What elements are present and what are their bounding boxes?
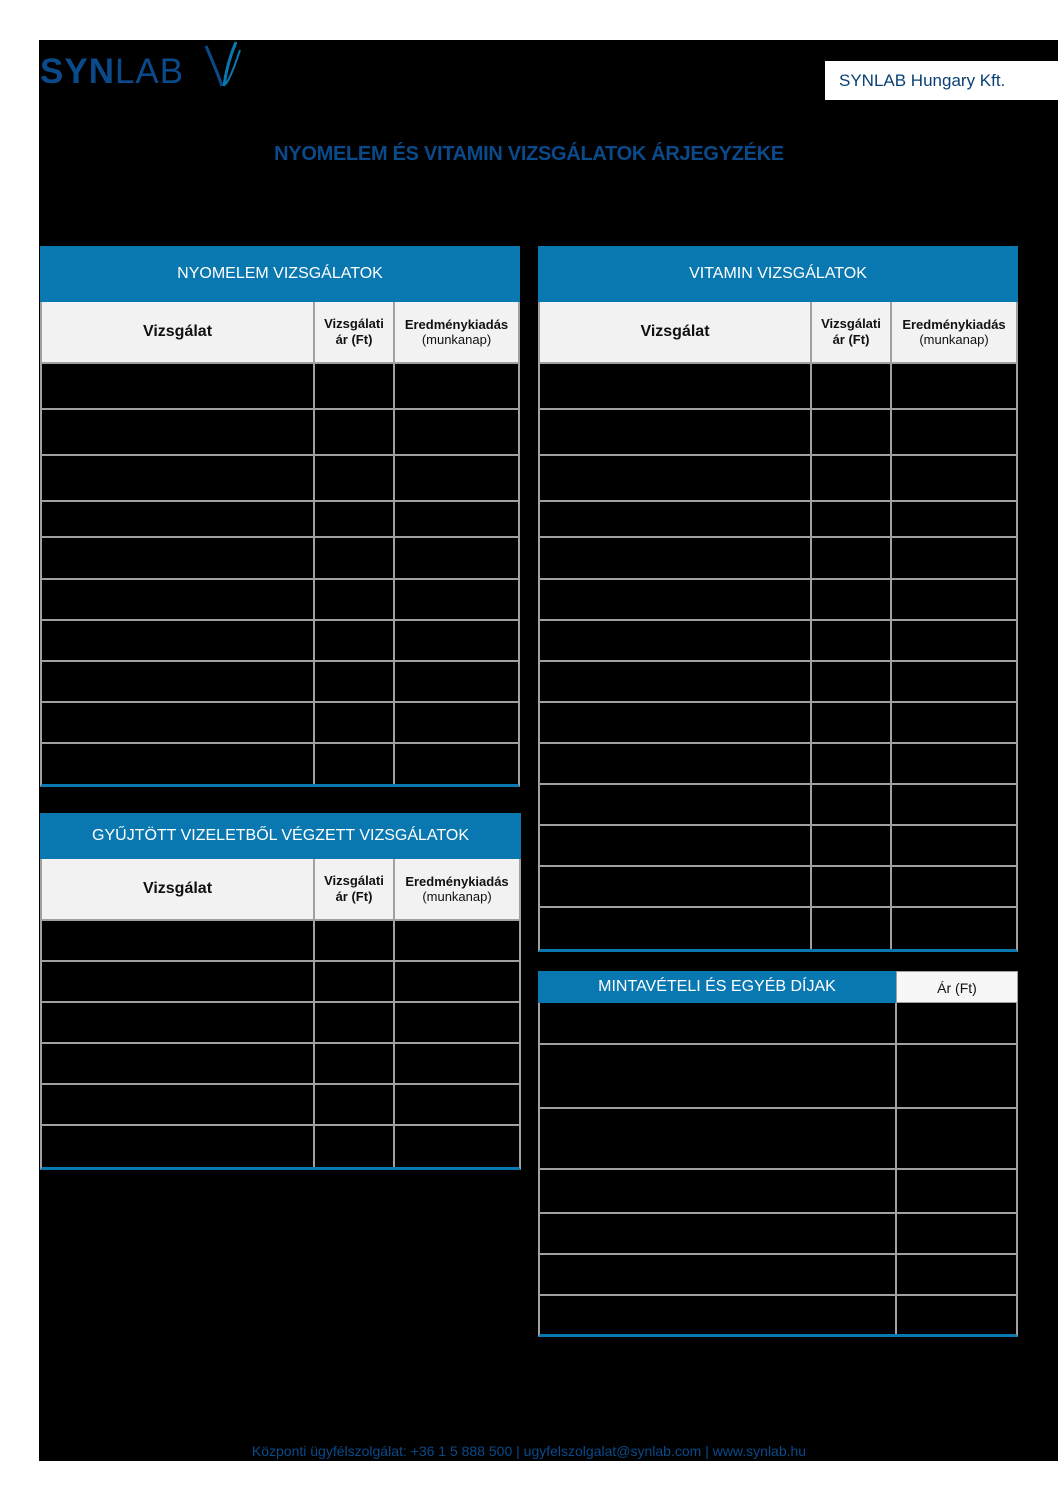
col-test: Vizsgálat <box>540 302 812 362</box>
urine-table-header <box>42 859 519 921</box>
table-row <box>540 744 1016 785</box>
company-name-box: SYNLAB Hungary Kft. <box>825 61 1058 100</box>
page-title: NYOMELEM ÉS VITAMIN VIZSGÁLATOK ÁRJEGYZÉKE <box>274 143 784 165</box>
table-row <box>42 1003 519 1044</box>
table-row <box>540 1214 1016 1255</box>
table-row <box>42 703 518 744</box>
table-row <box>42 1085 519 1126</box>
vitamin-table-header <box>540 302 1016 364</box>
table-row <box>540 580 1016 621</box>
vitamin-table <box>538 246 1018 952</box>
table-row <box>42 621 518 662</box>
table-row <box>42 502 518 538</box>
table-row <box>540 826 1016 867</box>
table-row <box>540 410 1016 456</box>
col-test: Vizsgálat <box>42 859 315 919</box>
table-row <box>42 456 518 502</box>
trace-table-title: NYOMELEM VIZSGÁLATOK <box>40 246 520 302</box>
table-row <box>540 703 1016 744</box>
table-row <box>540 621 1016 662</box>
table-row <box>540 1003 1016 1045</box>
table-row <box>42 1044 519 1085</box>
fees-table-title: MINTAVÉTELI ÉS EGYÉB DÍJAK <box>538 971 896 1003</box>
col-price: Vizsgálati ár (Ft) <box>315 859 395 919</box>
vitamin-table-title: VITAMIN VIZSGÁLATOK <box>538 246 1018 302</box>
urine-test-table <box>40 813 521 1170</box>
trace-element-table <box>40 246 520 787</box>
fees-price-header: Ár (Ft) <box>896 971 1018 1003</box>
table-row <box>42 962 519 1003</box>
col-price: Vizsgálati ár (Ft) <box>812 302 892 362</box>
col-result: Eredménykiadás (munkanap) <box>405 874 509 904</box>
table-row <box>540 538 1016 580</box>
trace-table-header <box>42 302 518 364</box>
col-result: Eredménykiadás (munkanap) <box>902 317 1006 347</box>
table-row <box>42 580 518 621</box>
table-row <box>540 908 1016 949</box>
fees-table <box>538 971 1018 1337</box>
table-row <box>42 364 518 410</box>
logo-text-light: LAB <box>114 52 185 91</box>
table-row <box>42 744 518 784</box>
table-row <box>540 364 1016 410</box>
table-row <box>540 785 1016 826</box>
logo-text-bold: SYN <box>40 52 115 91</box>
fees-table-header <box>538 971 1018 1003</box>
table-row <box>540 1109 1016 1170</box>
logo-swoosh-icon <box>200 40 250 90</box>
table-row <box>540 662 1016 703</box>
col-price: Vizsgálati ár (Ft) <box>315 302 395 362</box>
table-row <box>42 921 519 962</box>
synlab-logo <box>40 40 250 92</box>
table-row <box>540 456 1016 502</box>
table-row <box>540 867 1016 908</box>
urine-table-title: GYŰJTÖTT VIZELETBŐL VÉGZETT VIZSGÁLATOK <box>40 813 521 859</box>
table-row <box>540 1170 1016 1214</box>
table-row <box>540 1255 1016 1296</box>
table-row <box>42 662 518 703</box>
footer-contact: Központi ügyfélszolgálat: +36 1 5 888 500 | ugyfelszolgalat@synlab.com | www.synlab.hu <box>251 1443 807 1459</box>
table-row <box>540 1045 1016 1109</box>
table-row <box>42 410 518 456</box>
table-row <box>540 502 1016 538</box>
table-row <box>42 538 518 580</box>
table-row <box>540 1296 1016 1334</box>
table-row <box>42 1126 519 1167</box>
col-test: Vizsgálat <box>42 302 315 362</box>
col-result: Eredménykiadás (munkanap) <box>404 317 509 347</box>
